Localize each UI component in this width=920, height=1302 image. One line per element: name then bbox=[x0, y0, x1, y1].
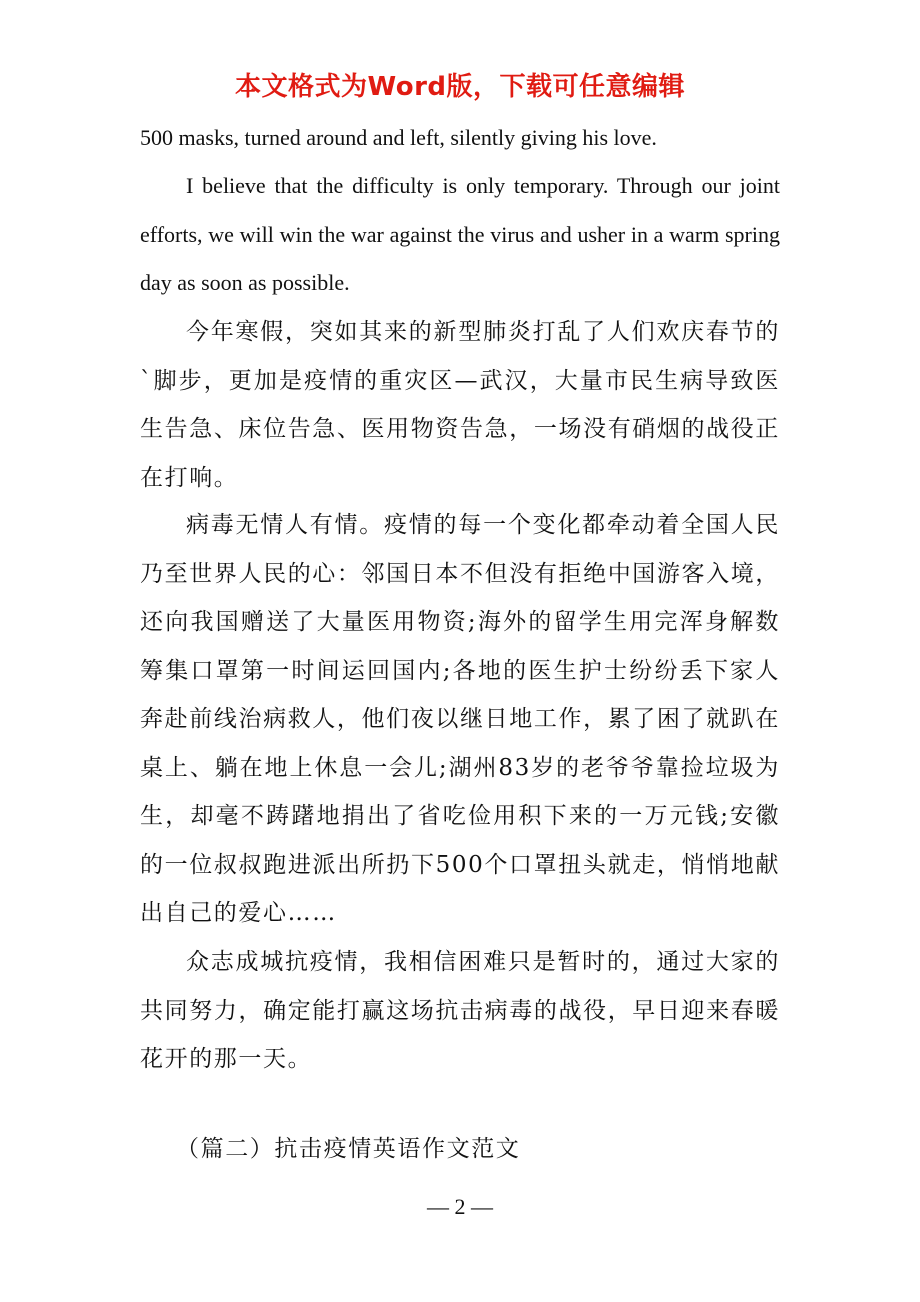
paragraph-virus-heartless: 病毒无情人有情。疫情的每一个变化都牵动着全国人民乃至世界人民的心：邻国日本不但没有拒绝中国游客入境，还向我国赠送了大量医用物资;海外的留学生用完浑身解数筹集口罩第一时间运回国内;各地的医生护士纷纷丢下家人奔赴前线治病救人，他们夜以继日地工作，累了困了就趴在桌上、躺在地上休息一会儿;湖州83岁的老爷爷靠捡垃圾为生，却毫不踌躇地捐出了省吃俭用积下来的一万元钱;安徽的一位叔叔跑进派出所扔下500个口罩扭头就走，悄悄地献出自己的爱心…… bbox=[140, 512, 780, 926]
section-heading: （篇二）抗击疫情英语作文范文 bbox=[176, 1136, 521, 1162]
paragraph-english-conclusion: I believe that the difficulty is only temporary. Through our joint efforts, we will win the war against the virus and usher in a warm spring day as soon as possible. bbox=[140, 173, 780, 295]
page-number: — 2 — bbox=[427, 1194, 493, 1219]
paragraph-continuation: 500 masks, turned around and left, silently giving his love. bbox=[140, 125, 657, 150]
download-banner: 本文格式为Word版，下载可任意编辑 bbox=[234, 72, 686, 102]
paragraph-united-fight: 众志成城抗疫情，我相信困难只是暂时的，通过大家的共同努力，确定能打赢这场抗击病毒的战役，早日迎来春暖花开的那一天。 bbox=[140, 949, 780, 1072]
paragraph-winter-break: 今年寒假，突如其来的新型肺炎打乱了人们欢庆春节的`脚步，更加是疫情的重灾区—武汉，大量市民生病导致医生告急、床位告急、医用物资告急，一场没有硝烟的战役正在打响。 bbox=[140, 319, 780, 491]
